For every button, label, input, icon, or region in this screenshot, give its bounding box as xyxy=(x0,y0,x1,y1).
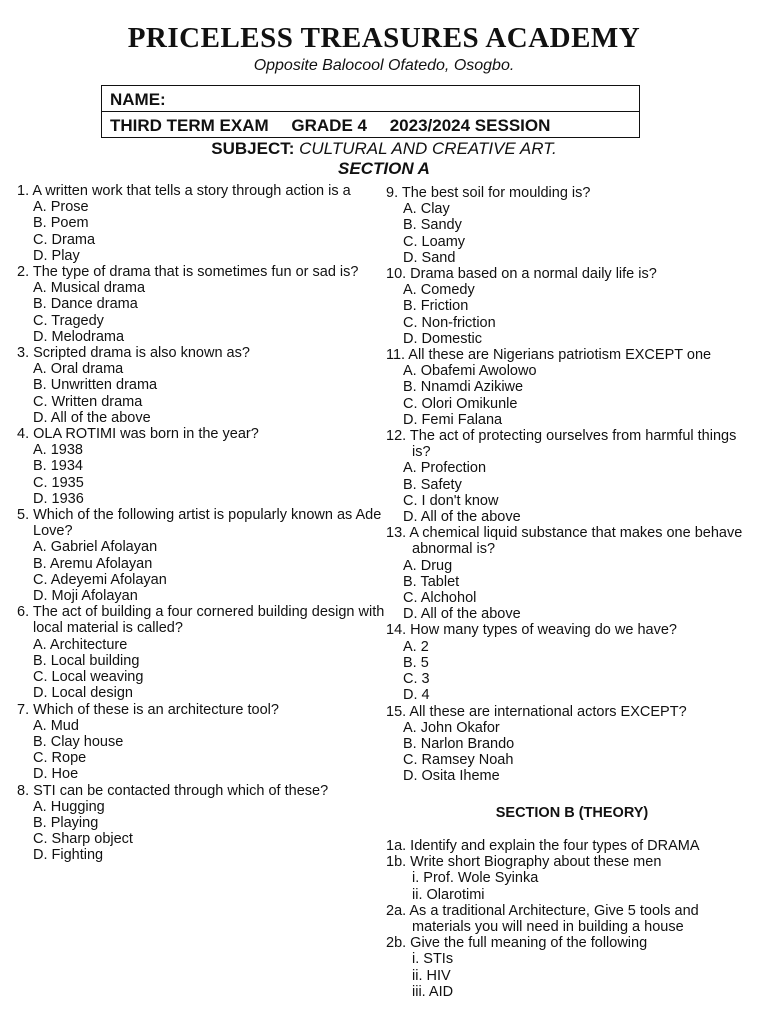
question-block xyxy=(17,702,385,783)
answer-option: C. Local weaving xyxy=(33,669,144,686)
answer-option: D. Hoe xyxy=(33,766,79,783)
question-text: 10. Drama based on a normal daily life is? xyxy=(386,266,657,283)
question-block xyxy=(17,604,385,701)
question-text: 9. The best soil for moulding is? xyxy=(386,185,591,201)
question-block xyxy=(17,183,385,264)
session-label: 2023/2024 SESSION xyxy=(389,116,551,135)
question-block xyxy=(386,266,758,347)
right-question-column xyxy=(386,185,758,785)
answer-option: C. Ramsey Noah xyxy=(403,752,514,769)
answer-option: A. Mud xyxy=(33,717,79,734)
answer-option: C. Rope xyxy=(33,750,87,767)
answer-option: A. Profection xyxy=(403,460,487,477)
question-text: 12. The act of protecting ourselves from harmful things is? xyxy=(386,428,737,461)
exam-box xyxy=(101,111,640,138)
left-question-column xyxy=(17,183,385,864)
question-text: 1. A written work that tells a story through action is a xyxy=(17,183,351,199)
theory-q1b-ii: ii. Olarotimi xyxy=(412,886,485,903)
answer-option: D. Play xyxy=(33,247,80,264)
answer-option: C. Sharp object xyxy=(33,831,133,848)
subject-line xyxy=(0,139,768,159)
question-text: 5. Which of the following artist is popularly known as Ade Love? xyxy=(17,507,382,540)
answer-option: A. 2 xyxy=(403,638,429,655)
question-text: 14. How many types of weaving do we have? xyxy=(386,622,677,639)
name-label: NAME: xyxy=(110,90,166,109)
answer-option: D. All of the above xyxy=(403,606,521,623)
theory-q2a: 2a. As a traditional Architecture, Give 5 tools and materials you will need in building a house xyxy=(386,902,699,936)
question-text: 15. All these are international actors EXCEPT? xyxy=(386,703,687,720)
theory-q2b: 2b. Give the full meaning of the following xyxy=(386,935,648,952)
answer-option: A. Drug xyxy=(403,557,453,574)
answer-option: C. 1935 xyxy=(33,474,84,491)
answer-option: A. 1938 xyxy=(33,442,83,459)
question-block xyxy=(17,345,385,426)
answer-option: B. Safety xyxy=(403,476,462,493)
answer-option: C. Alchohol xyxy=(403,590,477,607)
answer-option: A. Gabriel Afolayan xyxy=(33,539,158,556)
school-name: PRICELESS TREASURES ACADEMY xyxy=(127,22,641,54)
answer-option: A. Clay xyxy=(403,201,450,218)
exam-label: THIRD TERM EXAM xyxy=(110,116,269,135)
answer-option: D. Local design xyxy=(33,685,133,702)
theory-q1b: 1b. Write short Biography about these men xyxy=(386,854,662,871)
answer-option: B. Poem xyxy=(33,215,89,232)
question-text: 4. OLA ROTIMI was born in the year? xyxy=(17,426,259,443)
answer-option: A. Architecture xyxy=(33,636,128,653)
subject-label: SUBJECT: xyxy=(211,139,295,158)
question-block xyxy=(17,264,385,345)
answer-option: C. Written drama xyxy=(33,393,143,410)
answer-option: C. Tragedy xyxy=(33,312,104,329)
question-text: 3. Scripted drama is also known as? xyxy=(17,345,250,362)
answer-option: A. John Okafor xyxy=(403,719,500,736)
question-block xyxy=(17,507,385,604)
answer-option: B. Narlon Brando xyxy=(403,735,515,752)
answer-option: D. Femi Falana xyxy=(403,411,503,428)
theory-q2b-ii: ii. HIV xyxy=(412,967,451,984)
question-block xyxy=(386,185,758,266)
subject-name: CULTURAL AND CREATIVE ART. xyxy=(299,139,557,158)
theory-q2b-i: i. STIs xyxy=(412,951,454,968)
answer-option: A. Hugging xyxy=(33,798,105,815)
answer-option: A. Musical drama xyxy=(33,280,146,297)
answer-option: B. Local building xyxy=(33,652,140,669)
answer-option: C. Olori Omikunle xyxy=(403,395,518,412)
answer-option: B. Clay house xyxy=(33,733,124,750)
answer-option: B. 1934 xyxy=(33,458,83,475)
section-a-title: SECTION A xyxy=(338,159,430,178)
answer-option: D. Osita Iheme xyxy=(403,768,500,785)
answer-option: D. Fighting xyxy=(33,847,104,864)
answer-option: D. 4 xyxy=(403,687,430,704)
question-block xyxy=(386,704,758,785)
answer-option: D. Domestic xyxy=(403,330,482,347)
question-block xyxy=(386,525,758,622)
section-b-title: SECTION B (THEORY) xyxy=(495,805,649,821)
answer-option: D. Sand xyxy=(403,249,456,266)
answer-option: B. 5 xyxy=(403,654,429,671)
answer-option: A. Prose xyxy=(33,199,89,216)
question-text: 6. The act of building a four cornered building design with local material is called? xyxy=(17,604,385,637)
answer-option: A. Oral drama xyxy=(33,361,124,378)
question-text: 7. Which of these is an architecture tool? xyxy=(17,701,279,718)
answer-option: B. Playing xyxy=(33,814,99,831)
answer-option: D. Moji Afolayan xyxy=(33,588,138,605)
question-block xyxy=(386,428,758,525)
school-address: Opposite Balocool Ofatedo, Osogbo. xyxy=(253,57,515,74)
theory-q1b-i: i. Prof. Wole Syinka xyxy=(412,870,539,887)
grade-label: GRADE 4 xyxy=(291,116,367,135)
question-text: 13. A chemical liquid substance that makes one behave abnormal is? xyxy=(386,525,743,558)
answer-option: C. Adeyemi Afolayan xyxy=(33,571,167,588)
answer-option: C. Non-friction xyxy=(403,314,496,331)
question-block xyxy=(386,347,758,428)
theory-questions xyxy=(386,838,758,1000)
answer-option: C. Loamy xyxy=(403,233,466,250)
question-text: 11. All these are Nigerians patriotism EXCEPT one xyxy=(386,347,712,364)
question-block xyxy=(386,622,758,703)
question-text: 8. STI can be contacted through which of these? xyxy=(17,782,329,799)
answer-option: A. Obafemi Awolowo xyxy=(403,363,537,380)
answer-option: D. 1936 xyxy=(33,490,84,507)
name-box xyxy=(101,85,640,112)
answer-option: B. Unwritten drama xyxy=(33,377,158,394)
answer-option: B. Sandy xyxy=(403,217,462,234)
answer-option: B. Friction xyxy=(403,298,469,315)
answer-option: B. Dance drama xyxy=(33,296,138,313)
question-block xyxy=(17,426,385,507)
theory-q1a: 1a. Identify and explain the four types of DRAMA xyxy=(386,838,700,854)
answer-option: D. All of the above xyxy=(33,409,151,426)
answer-option: D. All of the above xyxy=(403,509,521,526)
answer-option: D. Melodrama xyxy=(33,328,125,345)
answer-option: B. Nnamdi Azikiwe xyxy=(403,379,524,396)
answer-option: C. I don't know xyxy=(403,492,499,509)
answer-option: A. Comedy xyxy=(403,282,475,299)
answer-option: B. Tablet xyxy=(403,573,460,590)
question-text: 2. The type of drama that is sometimes fun or sad is? xyxy=(17,264,359,281)
theory-q2b-iii: iii. AID xyxy=(412,983,454,1000)
answer-option: C. Drama xyxy=(33,231,96,248)
answer-option: C. 3 xyxy=(403,671,430,688)
answer-option: B. Aremu Afolayan xyxy=(33,555,153,572)
question-block xyxy=(17,783,385,864)
